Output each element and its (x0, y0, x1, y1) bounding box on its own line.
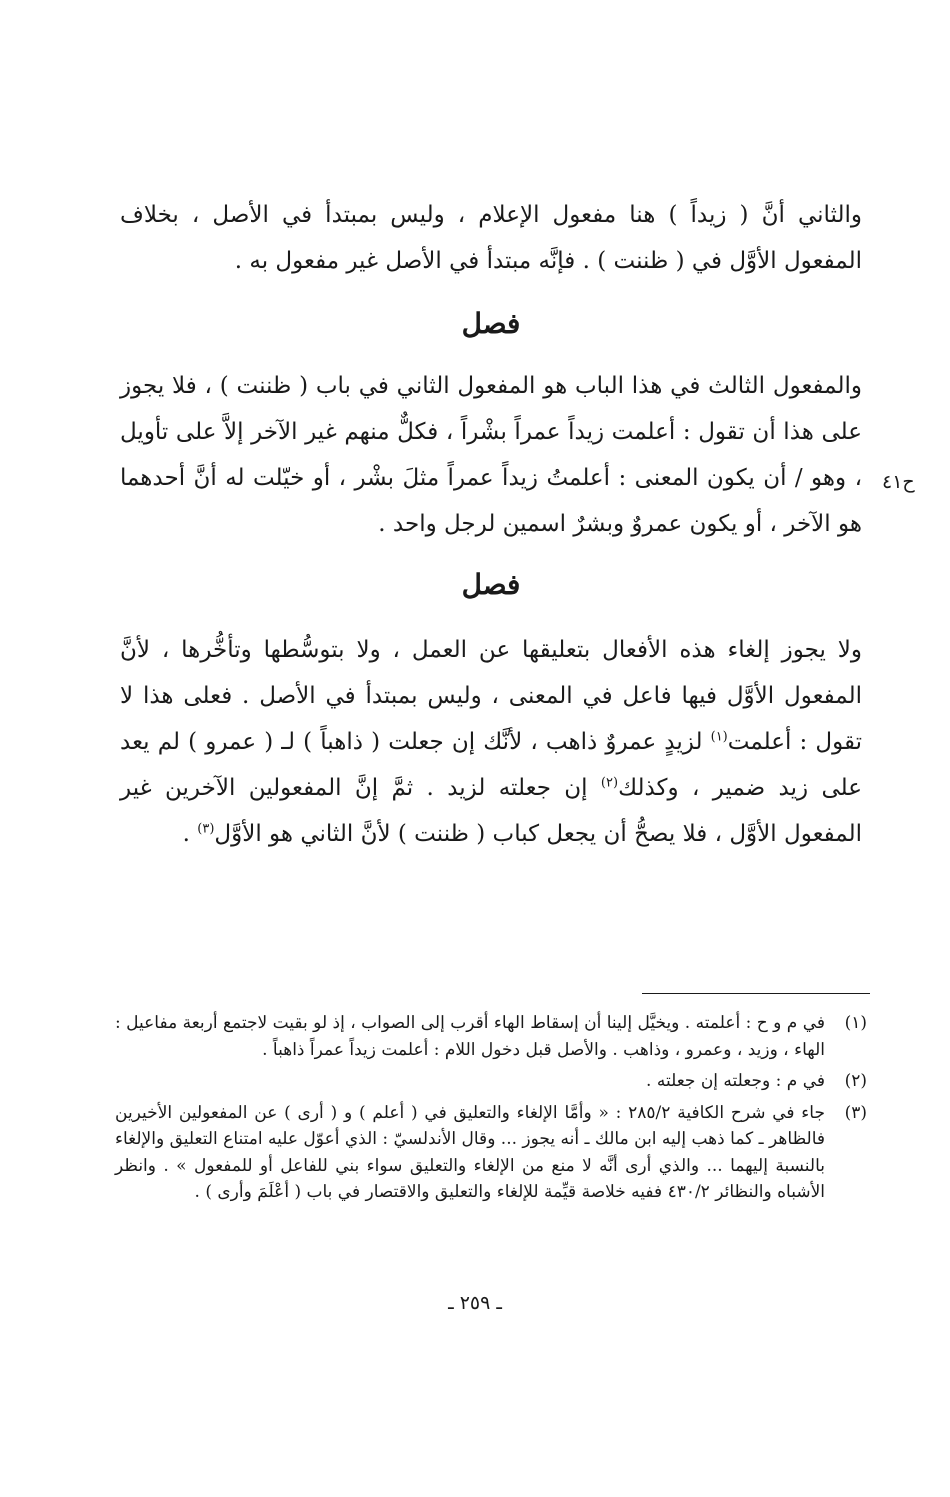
footnote-1 (115, 1010, 867, 1063)
paragraph-3-text (120, 627, 862, 857)
footnote-2 (115, 1068, 867, 1095)
footnotes (115, 1010, 867, 1211)
footnote-3 (115, 1100, 867, 1206)
paragraph-3 (120, 627, 862, 857)
footnote-number: (٢) (844, 1071, 867, 1091)
footnote-ref-3[interactable]: (٣) (197, 821, 215, 837)
section-heading-2: فصل (461, 568, 521, 601)
paragraph-3-part-2: لزيدٍ عمروٌ ذاهب ، لأنَّك إن جعلت ( ذاهباً ) لـ ( عمرو ) لم يعد على زيد ضمير ، وكذلك (120, 729, 862, 801)
footnote-text: جاء في شرح الكافية ٢٨٥/٢ : « وأمَّا الإلغاء والتعليق في ( أعلم ) و ( أرى ) عن المفعولين الأخيرين فالظاهر ـ كما ذهب إليه ابن مالك ـ أنه يجوز ... وقال الأندلسيّ : الذي أعوّل عليه امتناع التعليق والإلغاء بالنسبة إليهما ... والذي أرى أنَّه لا منع من الإلغاء والتعليق سواء بني للفاعل أو للمفعول » . وانظر الأشباه والنظائر ٤٣٠/٢ ففيه خلاصة قيِّمة للإلغاء والتعليق والاقتصار في باب ( أعْلَمَ وأرى ) . (115, 1102, 825, 1202)
footnote-ref-1[interactable]: (١) (710, 729, 728, 745)
paragraph-3-part-3: إن جعلته لزيد . ثمَّ إنَّ المفعولين الآخرين غير المفعول الأوَّل ، فلا يصحُّ أن يجعل كباب ( ظننت ) لأنَّ الثاني هو الأوَّل (120, 775, 862, 847)
paragraph-3-part-1: ولا يجوز إلغاء هذه الأفعال بتعليقها عن العمل ، ولا بتوسُّطها وتأخُّرها ، لأنَّ المفعول الأوَّل فيها فاعل في المعنى ، وليس بمبتدأ في الأصل . فعلى هذا لا تقول : أعلمت (120, 637, 862, 755)
paragraph-1-text: والثاني أنَّ ( زيداً ) هنا مفعول الإعلام ، وليس بمبتدأ في الأصل ، بخلاف المفعول الأوَّل في ( ظننت ) . فإنَّه مبتدأ في الأصل غير مفعول به . (120, 202, 862, 274)
footnote-number: (١) (844, 1013, 867, 1033)
footnote-separator (642, 993, 870, 994)
manuscript-folio-note: ح٤١ (882, 471, 915, 493)
paragraph-1 (120, 192, 862, 284)
paragraph-2-text: والمفعول الثالث في هذا الباب هو المفعول الثاني في باب ( ظننت ) ، فلا يجوز على هذا أن تقول : أعلمت زيداً عمراً بشْراً ، فكلٌّ منهم غير الآخر إلاَّ على تأويل ، وهو / أن يكون المعنى : أعلمتُ زيداً عمراً مثلَ بشْر ، أو خيّلت له أنَّ أحدهما هو الآخر ، أو يكون عمروٌ وبشرٌ اسمين لرجل واحد . (120, 373, 862, 537)
paragraph-2 (120, 363, 862, 547)
section-heading-1: فصل (461, 307, 521, 340)
footnote-text: في م : وجعلته إن جعلته . (646, 1071, 825, 1091)
footnote-text: في م و ح : أعلمته . ويخيَّل إلينا أن إسقاط الهاء أقرب إلى الصواب ، إذ لو بقيت لاجتمع أربعة مفاعيل : الهاء ، وزيد ، وعمرو ، وذاهب . والأصل قبل دخول اللام : أعلمت زيداً عمراً ذاهباً . (115, 1013, 825, 1060)
footnote-ref-2[interactable]: (٢) (600, 775, 619, 791)
paragraph-3-part-4: . (182, 821, 198, 847)
page-number: ـ ٢٥٩ ـ (448, 1292, 502, 1314)
footnote-number: (٣) (844, 1102, 867, 1123)
